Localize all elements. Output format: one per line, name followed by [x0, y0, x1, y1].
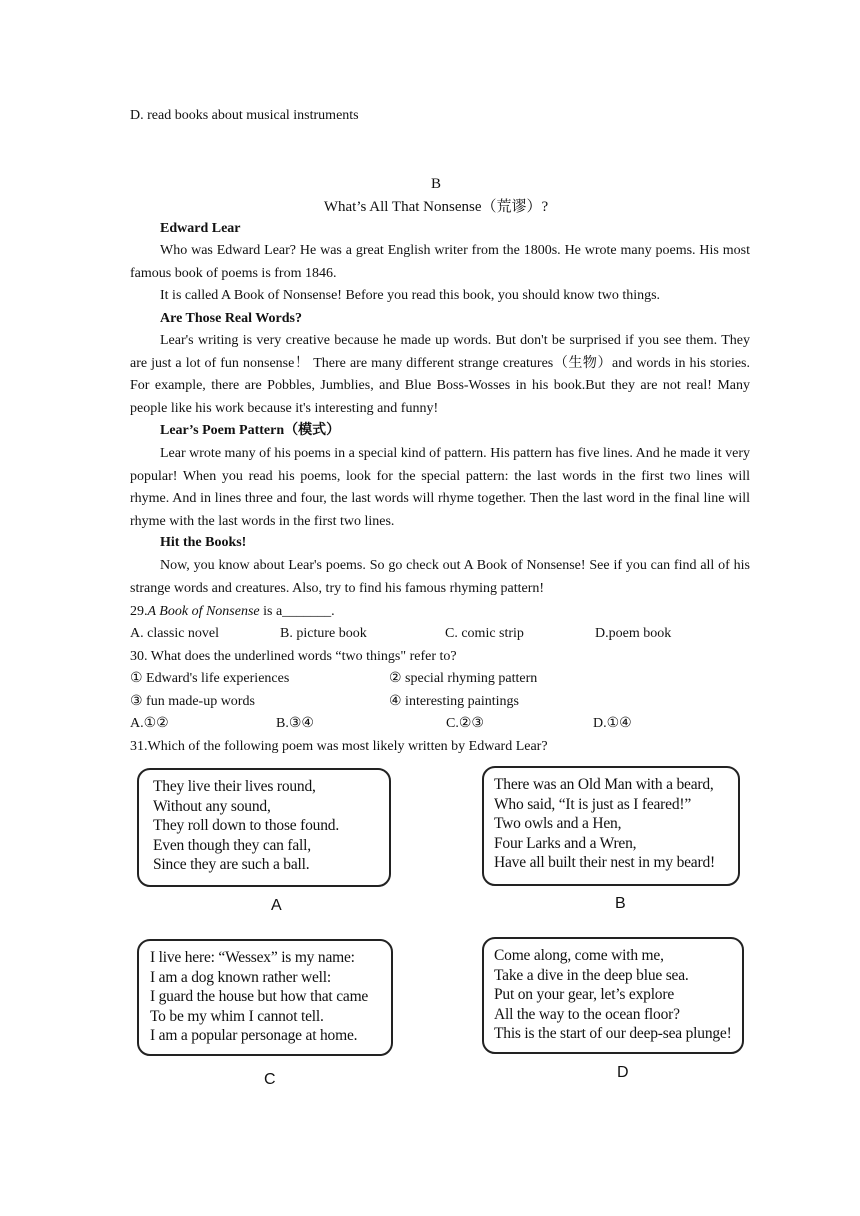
- poem-line: Two owls and a Hen,: [494, 815, 622, 833]
- poem-line: Have all built their nest in my beard!: [494, 854, 715, 872]
- q30-item-2: ② special rhyming pattern: [389, 671, 538, 686]
- q30-item-1: ① Edward's life experiences: [130, 671, 290, 686]
- poem-line: I guard the house but how that came: [150, 988, 369, 1006]
- paragraph-poem-pattern: Lear wrote many of his poems in a special kind of pattern. His pattern has five lines. And he made it very popular! When you read his poems, look for the special pattern: the last words in the first two lines will rhyme. And in lines three and four, the last words will rhyme together. Then the last word in the final line will rhyme with the last words in the first two lines.: [130, 446, 750, 529]
- q29-option-d: D.poem book: [595, 626, 672, 641]
- poem-box-a: [137, 768, 391, 887]
- heading-real-words: Are Those Real Words?: [160, 311, 302, 326]
- q30-option-c: C.②③: [446, 716, 484, 731]
- question-30-stem: 30. What does the underlined words “two things" refer to?: [130, 649, 457, 664]
- question-31-stem: 31.Which of the following poem was most likely written by Edward Lear?: [130, 739, 548, 754]
- q29-option-c: C. comic strip: [445, 626, 524, 641]
- poem-label-b: B: [615, 895, 626, 912]
- paragraph-book-called: It is called A Book of Nonsense! Before you read this book, you should know two things.: [160, 288, 661, 303]
- paragraph-hit-books: Now, you know about Lear's poems. So go check out A Book of Nonsense! See if you can find all of his strange words and creatures. Also, try to find his famous rhyming pattern!: [130, 558, 750, 596]
- book-title: A Book of Nonsense: [147, 604, 260, 619]
- section-letter: B: [430, 176, 441, 192]
- poem-line: Without any sound,: [153, 797, 271, 815]
- poem-line: To be my whim I cannot tell.: [150, 1007, 324, 1025]
- poem-line: I live here: “Wessex” is my name:: [150, 949, 355, 966]
- poem-label-a: A: [271, 897, 282, 914]
- poem-line: All the way to the ocean floor?: [494, 1005, 680, 1023]
- q29-option-b: B. picture book: [280, 626, 367, 641]
- poem-line: Put on your gear, let’s explore: [494, 986, 674, 1004]
- q30-option-d: D.①④: [593, 716, 632, 731]
- poem-line: They live their lives round,: [153, 778, 316, 795]
- poem-label-d: D: [617, 1064, 629, 1081]
- poem-label-c: C: [264, 1071, 276, 1088]
- poem-box-c: [137, 939, 393, 1056]
- question-stem-rest: is a_______.: [259, 604, 335, 619]
- poem-line: Since they are such a ball.: [153, 856, 310, 874]
- poem-line: Four Larks and a Wren,: [494, 834, 637, 852]
- previous-option-d: D. read books about musical instruments: [130, 108, 359, 123]
- poem-box-d: [482, 937, 744, 1054]
- heading-hit-books: Hit the Books!: [160, 535, 247, 550]
- poem-line: Take a dive in the deep blue sea.: [494, 966, 689, 984]
- q30-item-4: ④ interesting paintings: [389, 694, 519, 709]
- q30-option-a: A.①②: [130, 716, 169, 731]
- poem-line: I am a dog known rather well:: [150, 968, 332, 986]
- question-29-stem: [130, 602, 335, 622]
- poem-line: Who said, “It is just as I feared!”: [494, 795, 692, 813]
- passage-title: What’s All That Nonsense（荒谬）?: [323, 199, 549, 215]
- poem-box-b: [482, 766, 740, 886]
- heading-edward-lear: Edward Lear: [160, 221, 241, 236]
- q30-option-b: B.③④: [276, 716, 314, 731]
- paragraph-real-words: Lear's writing is very creative because he made up words. But don't be surprised if you see them. They are just a lot of fun nonsense！ There are many different strange creatures（生物）and words in his stories. For example, there are Pobbles, Jumblies, and Blue Boss-Wosses in his book.But they are not real! Many people like his work because it's interesting and funny!: [130, 333, 750, 416]
- poem-line: Even though they can fall,: [153, 836, 311, 854]
- poem-line: This is the start of our deep-sea plunge!: [494, 1025, 732, 1043]
- poem-line: Come along, come with me,: [494, 947, 664, 964]
- poem-line: I am a popular personage at home.: [150, 1027, 358, 1045]
- poem-line: There was an Old Man with a beard,: [494, 776, 714, 793]
- q29-option-a: A. classic novel: [130, 626, 220, 641]
- q30-item-3: ③ fun made-up words: [130, 694, 255, 709]
- heading-poem-pattern: Lear’s Poem Pattern（模式）: [160, 423, 341, 438]
- poem-line: They roll down to those found.: [153, 817, 340, 835]
- question-number: 29.: [130, 604, 148, 619]
- paragraph-edward-lear: Who was Edward Lear? He was a great English writer from the 1800s. He wrote many poems. His most famous book of poems is from 1846.: [130, 243, 750, 281]
